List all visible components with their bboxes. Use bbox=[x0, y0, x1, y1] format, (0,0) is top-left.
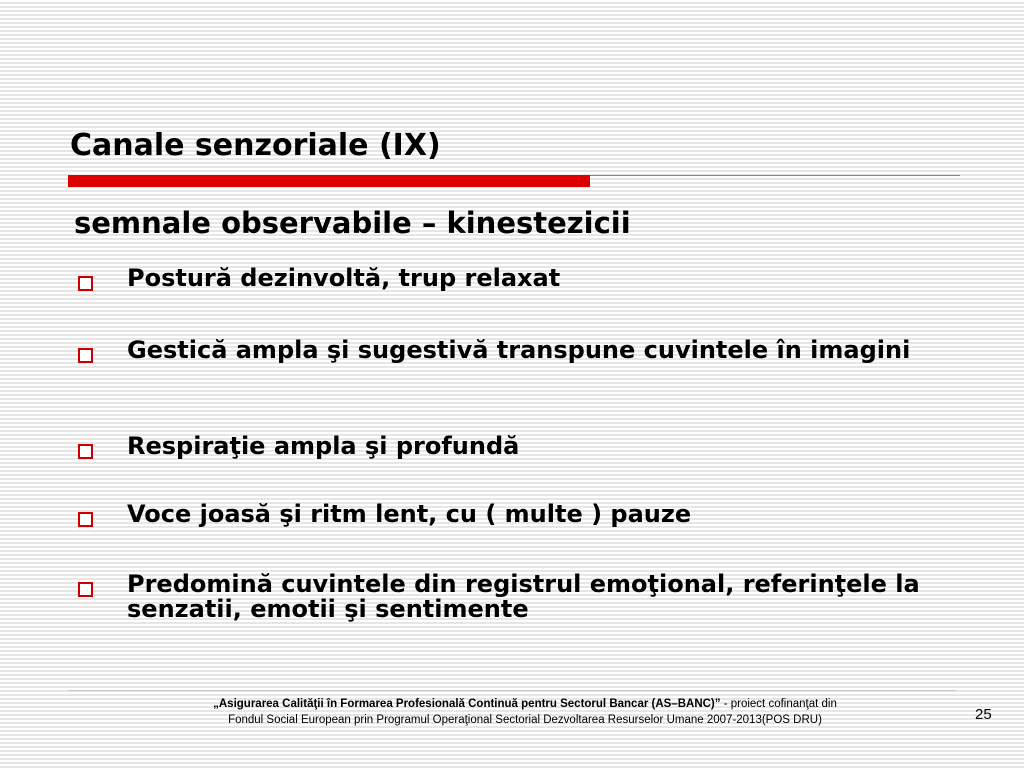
bullet-text: Respiraţie ampla şi profundă bbox=[127, 432, 520, 460]
title-underline-red bbox=[68, 175, 590, 187]
hollow-square-bullet-icon bbox=[78, 276, 93, 291]
bullet-text: Voce joasă şi ritm lent, cu ( multe ) pauze bbox=[127, 500, 692, 528]
slide-title: Canale senzoriale (IX) bbox=[70, 128, 441, 163]
bullet-text: Gestică ampla şi sugestivă transpune cuvintele în imagini bbox=[127, 336, 911, 364]
page-number: 25 bbox=[975, 706, 992, 723]
title-underline-thin bbox=[590, 175, 960, 176]
footer-project-title: „Asigurarea Calităţii în Formarea Profesională Continuă pentru Sectorul Bancar (AS–BANC)” bbox=[213, 698, 721, 710]
footer-text bbox=[110, 696, 940, 728]
footer-divider bbox=[68, 690, 956, 691]
bullet-text: Predomină cuvintele din registrul emoţional, referinţele la senzatii, emotii şi sentimente bbox=[127, 570, 920, 623]
hollow-square-bullet-icon bbox=[78, 582, 93, 597]
hollow-square-bullet-icon bbox=[78, 348, 93, 363]
hollow-square-bullet-icon bbox=[78, 512, 93, 527]
footer-cofinance-text: - proiect cofinanţat din bbox=[720, 698, 837, 710]
bullet-text: Postură dezinvoltă, trup relaxat bbox=[127, 264, 561, 292]
slide-subtitle: semnale observabile – kinestezicii bbox=[74, 206, 631, 240]
hollow-square-bullet-icon bbox=[78, 444, 93, 459]
footer-fund-text: Fondul Social European prin Programul Operaţional Sectorial Dezvoltarea Resurselor Umane 2007-2013(POS DRU) bbox=[228, 714, 822, 726]
